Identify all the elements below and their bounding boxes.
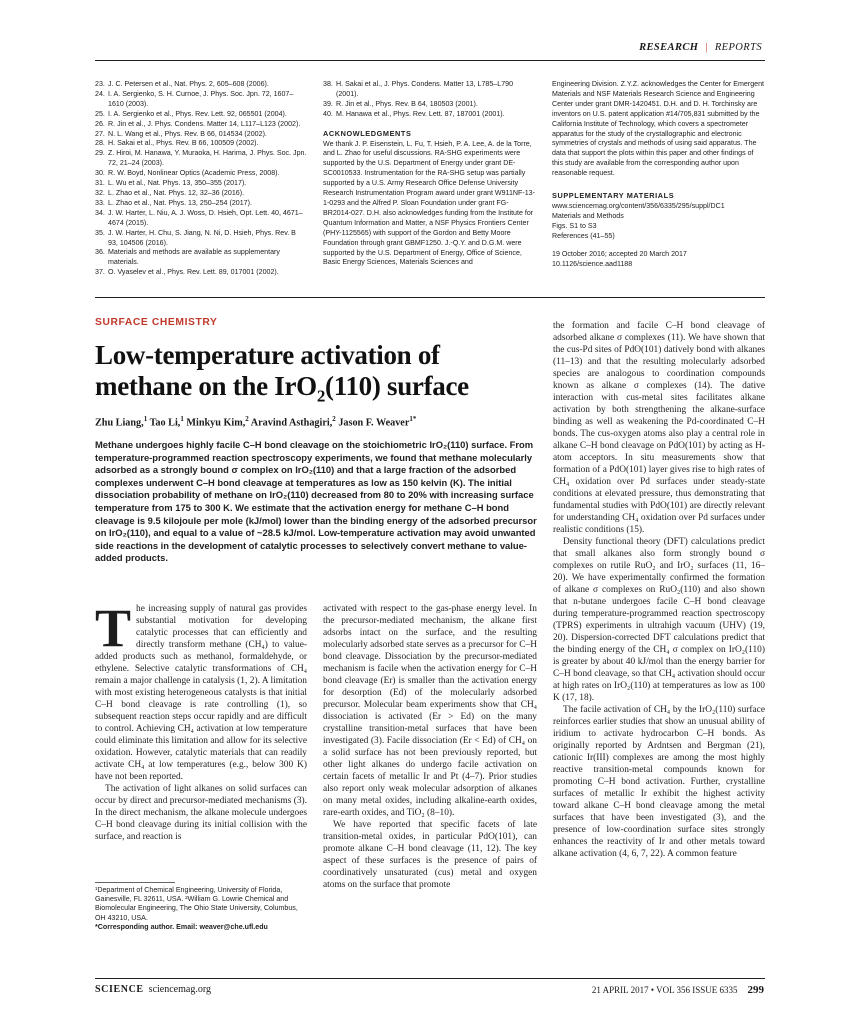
- reference-item: [95, 120, 307, 130]
- reference-item: [95, 80, 307, 90]
- section-label: RESEARCH: [639, 42, 699, 53]
- author-affiliation-mark: 1: [180, 415, 184, 423]
- affiliations-footnote: [95, 886, 307, 932]
- title-line-1: Low-temperature activation of: [95, 340, 440, 370]
- acknowledgments-text-cont: Engineering Division. Z.Y.Z. acknowledges the Center for Emergent Materials and NSF Materials Research Science and Engineering Center under grant DMR-1420451. D.H. and D. H. Torchinsky are inventors on U.S. patent application #14/705,831 submitted by the California Institute of Technology, which covers a spectrometer apparatus for the study of the crystallographic and electronic symmetries of crystals and methods of using said apparatus. The data that support the plots within this paper and other findings of this study are available from the corresponding author upon reasonable request.: [552, 80, 765, 178]
- reference-number: 38.: [323, 80, 333, 88]
- author-affiliation-mark: 1: [143, 415, 148, 423]
- reference-text: Z. Hiroi, M. Hanawa, Y. Muraoka, H. Harima, J. Phys. Soc. Jpn. 72, 21–24 (2003).: [108, 149, 307, 168]
- author-affiliation-mark: 2: [245, 415, 249, 423]
- reference-item: [95, 139, 307, 149]
- running-header: [639, 42, 762, 53]
- reference-item: [323, 80, 535, 100]
- reference-item: [95, 189, 307, 199]
- reference-text: R. W. Boyd, Nonlinear Optics (Academic Press, 2008).: [108, 169, 280, 178]
- reference-number: 26.: [95, 119, 105, 128]
- doi[interactable]: 10.1126/science.aad1188: [552, 259, 633, 268]
- reference-number: 35.: [95, 228, 105, 237]
- reference-text: N. L. Wang et al., Phys. Rev. B 66, 014534 (2002).: [108, 129, 267, 138]
- body-paragraph: The activation of light alkanes on solid surfaces can occur by direct and precursor-mediated mechanisms (3). In the direct mechanism, the alkane molecule undergoes C–H bond cleavage during its initial collision with the surface, and reaction is: [95, 784, 307, 842]
- reference-number: 24.: [95, 89, 105, 98]
- reference-number: 25.: [95, 109, 105, 118]
- reference-number: 31.: [95, 179, 105, 188]
- reference-text: J. W. Harter, H. Chu, S. Jiang, N. Ni, D. Hsieh, Phys. Rev. B 93, 104506 (2016).: [108, 228, 296, 247]
- reference-text: L. Wu et al., Nat. Phys. 13, 350–355 (2017).: [108, 179, 247, 188]
- body-paragraph: We have reported that specific facets of late transition-metal oxides, in particular PdO(101), can promote alkane C–H bond cleavage (11, 12). The key aspect of these surfaces is the presence of pairs of coordinatively unsaturated (cus) metal and oxygen atoms on the surface that promote: [323, 820, 537, 890]
- reference-number: 32.: [95, 188, 105, 197]
- reference-number: 39.: [323, 99, 333, 108]
- body-column-2: [323, 603, 537, 891]
- author-affiliation-mark: 1*: [409, 415, 417, 423]
- drop-cap: T: [95, 598, 132, 658]
- reference-item: [95, 149, 307, 169]
- header-rule: [95, 60, 765, 61]
- corresponding-author[interactable]: *Corresponding author. Email: weaver@che.ufl.edu: [95, 922, 268, 931]
- subsection-label: REPORTS: [714, 42, 762, 53]
- reference-number: 27.: [95, 129, 105, 138]
- author-list: [95, 415, 535, 428]
- reference-text: L. Zhao et al., Nat. Phys. 13, 250–254 (2017).: [108, 198, 252, 207]
- reference-item: [95, 90, 307, 110]
- reference-text: H. Sakai et al., Phys. Rev. B 66, 100509 (2002).: [108, 139, 259, 148]
- supplementary-line: References (41–55): [552, 231, 615, 240]
- author-name: Tao Li,: [149, 417, 181, 429]
- supplementary-url[interactable]: www.sciencemag.org/content/356/6335/295/suppl/DC1: [552, 201, 725, 210]
- author-name: Aravind Asthagiri,: [250, 417, 333, 429]
- reference-text: J. W. Harter, L. Niu, A. J. Woss, D. Hsieh, Opt. Lett. 40, 4671–4674 (2015).: [108, 208, 303, 227]
- body-column-1: [95, 598, 307, 843]
- footer-rule: [95, 978, 765, 979]
- author-name: Zhu Liang,: [95, 417, 144, 429]
- article-title: [95, 340, 535, 411]
- acknowledgments-text: We thank J. P. Eisenstein, L. Fu, T. Hsieh, P. A. Lee, A. de la Torre, and L. Zhao for useful discussions. RA-SHG experiments were supported by the U.S. Department of Energy under grant DE-SC0010533. Instrumentation for the RA-SHG setup was partially supported by a U.S. Army Research Office Defense University Research Instrumentation Program award under grant W911NF-13-1-0293 and the Alfred P. Sloan Foundation under grant FG-BR2014-027. D.H. also acknowledges funding from the Institute for Quantum Information and Matter, a NSF Physics Frontiers Center (PHY-1125565) with support of the Gordon and Betty Moore Foundation through grant GBMF1250. J.-Q.Y. and D.G.M. were supported by the U.S. Department of Energy, Office of Science, Basic Energy Sciences, Materials Sciences and: [323, 139, 535, 267]
- reference-text: I. A. Sergienko, S. H. Curnoe, J. Phys. Soc. Jpn. 72, 1607–1610 (2003).: [108, 89, 294, 108]
- supplementary-line: Materials and Methods: [552, 211, 624, 220]
- reference-item: [95, 199, 307, 209]
- reference-number: 34.: [95, 208, 105, 217]
- references-column-2: [323, 80, 535, 268]
- journal-site[interactable]: sciencemag.org: [148, 984, 211, 995]
- journal-name: SCIENCE: [95, 984, 144, 995]
- reference-number: 29.: [95, 149, 105, 158]
- acknowledgments-heading: ACKNOWLEDGMENTS: [323, 128, 412, 138]
- supplementary-heading: SUPPLEMENTARY MATERIALS: [552, 191, 675, 201]
- abstract: Methane undergoes highly facile C–H bond cleavage on the stoichiometric IrO₂(110) surface. From temperature-programmed reaction spectroscopy experiments, we found that methane molecularly adsorbed as a strongly bound σ complex on IrO₂(110) and that a large fraction of the adsorbed complexes underwent C–H bond cleavage at temperatures as low as 150 kelvin (K). The initial dissociation probability of methane on IrO₂(110) decreased from 80 to 20% with increasing surface temperature from 175 to 300 K. We estimate that the activation energy for methane C–H bond cleavage is 9.5 kilojoule per mole (kJ/mol) lower than the binding energy of the adsorbed precursor on IrO₂(110), and equal to a value of ~28.5 kJ/mol. Low-temperature activation may avoid unwanted side reactions in the development of catalytic processes to selectively convert methane to value-added products.: [95, 439, 537, 564]
- reference-number: 28.: [95, 139, 105, 148]
- reference-text: H. Sakai et al., J. Phys. Condens. Matter 13, L785–L790 (2001).: [336, 80, 514, 98]
- affiliations: ¹Department of Chemical Engineering, University of Florida, Gainesville, FL 32611, USA. ²William G. Lowrie Chemical and Biomolecular Engineering, The Ohio State University, Columbus, OH 43210, USA.: [95, 886, 298, 922]
- reference-item: [95, 179, 307, 189]
- reference-number: 30.: [95, 169, 105, 178]
- footer-journal: [95, 984, 211, 995]
- author-name: Minkyu Kim,: [186, 417, 246, 429]
- reference-text: R. Jin et al., Phys. Rev. B 64, 180503 (2001).: [336, 99, 478, 108]
- footnote-rule: [95, 882, 175, 883]
- supplementary-line: Figs. S1 to S3: [552, 221, 597, 230]
- reference-item: [323, 110, 535, 120]
- reference-item: [95, 248, 307, 268]
- reference-item: [323, 100, 535, 110]
- reference-item: [95, 268, 307, 278]
- references-column-1: [95, 80, 307, 278]
- reference-item: [95, 110, 307, 120]
- body-column-3: [553, 320, 765, 860]
- references-column-3: [552, 80, 766, 269]
- reference-text: M. Hanawa et al., Phys. Rev. Lett. 87, 187001 (2001).: [336, 109, 505, 118]
- reference-item: [95, 229, 307, 249]
- body-paragraph: activated with respect to the gas-phase energy level. In the precursor-mediated mechanism, the alkane first adsorbs intact on the surface, and the resulting molecularly adsorbed state serves as a precursor for C–H bond cleavage. Dissociation by the precursor-mediated mechanism is facile when the activation energy for C–H bond cleavage (Er) is smaller than the activation energy for desorption (Ed) of the molecularly adsorbed precursor. Molecular beam experiments show that CH₄ dissociation is activated (Er > Ed) on the many crystalline transition-metal surfaces that have been investigated (3). Facile dissociation (Er < Ed) of CH₄ on a solid surface has not been previously reported, but other light alkanes do undergo facile activation on certain facets of metallic Ir and Pt (4–7). Prior studies also report only weak molecular adsorption of alkanes on many metal oxides, including alkaline-earth oxides, rare-earth oxides, and TiO₂ (8–10).: [323, 604, 537, 818]
- reference-number: 23.: [95, 80, 105, 88]
- footer-issue: [592, 984, 764, 996]
- reference-item: [95, 169, 307, 179]
- reference-number: 37.: [95, 268, 105, 277]
- page-number: 299: [747, 984, 764, 996]
- reference-text: L. Zhao et al., Nat. Phys. 12, 32–36 (2016).: [108, 188, 245, 197]
- reference-number: 40.: [323, 109, 333, 118]
- issue-info: 21 APRIL 2017 • VOL 356 ISSUE 6335: [591, 985, 738, 995]
- author-affiliation-mark: 2: [332, 415, 336, 423]
- header-separator: |: [705, 42, 708, 53]
- reference-text: I. A. Sergienko et al., Phys. Rev. Lett. 92, 065501 (2004).: [108, 109, 287, 118]
- received-dates: 19 October 2016; accepted 20 March 2017: [552, 249, 687, 258]
- body-paragraph: the formation and facile C–H bond cleavage of adsorbed alkane σ complexes (11). We have shown that the cus-Pd sites of PdO(101) datively bond with alkanes (11–13) and that the resulting molecularly adsorbed species are analogous to coordination compounds known as alkane σ complexes (14). The dative interaction with cus-metal sites facilitates alkane activation by both strengthening the alkane-surface binding as well as weakening the Pd-coordinated C–H bonds. The cus-oxygen atoms also play a central role in alkane C–H bond cleavage on PdO(101) by acting as H-atom acceptors. In situ measurements show that formation of a PdO(101) layer gives rise to high rates of CH₄ oxidation over Pd surfaces under steady-state conditions at elevated pressure, thus demonstrating that fundamental studies with PdO(101) are directly relevant for understanding CH₄ oxidation over Pd surfaces under realistic conditions (15).: [553, 321, 765, 535]
- reference-item: [95, 130, 307, 140]
- author-name: Jason F. Weaver: [338, 417, 410, 429]
- title-line-2: methane on the IrO$_2$(110) surface: [95, 371, 469, 406]
- reference-item: [95, 209, 307, 229]
- reference-text: R. Jin et al., J. Phys. Condens. Matter 14, L117–L123 (2002).: [108, 119, 301, 128]
- body-paragraph: Density functional theory (DFT) calculations predict that small alkanes also form strongly bound σ complexes on rutile RuO₂ and IrO₂ surfaces (11, 16–20). We have experimentally confirmed the formation of alkane σ complexes on RuO₂(110) and also shown that n-butane undergoes facile C–H bond cleavage during temperature-programmed reaction spectroscopy (TPRS) experiments in ultrahigh vacuum (UHV) (19, 20). Dispersion-corrected DFT calculations predict that the binding energy of the CH₄ σ complex on IrO₂(110) is greater by about 40 kJ/mol than the energy barrier for C–H bond cleavage, so that CH₄ activation should occur at high rates on IrO₂(110) at temperatures as low as 100 K (17, 18).: [553, 537, 765, 703]
- article-kicker: SURFACE CHEMISTRY: [95, 317, 218, 328]
- body-paragraph: The increasing supply of natural gas provides substantial motivation for developing catalytic processes that can efficiently and directly transform methane (CH₄) to value-added products such as methanol, formaldehyde, or ethylene. Selective catalytic transformations of CH₄ remain a major challenge in catalysis (1, 2). A limitation with most existing heterogeneous catalysts is that initial C–H bond cleavage is rate controlling (1), so subsequent reaction steps occur rapidly and are difficult to control. Achieving CH₄ activation at low temperature could eliminate this limitation and allow for its selective oxidation. However, catalytic materials that can readily activate CH₄ at low temperatures (e.g., below 300 K) have not been reported.: [95, 598, 307, 782]
- reference-text: Materials and methods are available as supplementary materials.: [108, 248, 280, 267]
- reference-text: O. Vyaselev et al., Phys. Rev. Lett. 89, 017001 (2002).: [108, 268, 279, 277]
- reference-number: 33.: [95, 198, 105, 207]
- reference-number: 36.: [95, 248, 105, 257]
- body-paragraph: The facile activation of CH₄ by the IrO₂(110) surface reinforces earlier studies that show an unusual ability of iridium to activate hydrocarbon C–H bonds. As originally reported by Ardntsen and Bergman (21), cationic Ir(III) complexes are among the most highly reactive transition-metal compounds known for promoting C–H bond activation. Further, crystalline surfaces of metallic Ir exhibit the highest activity toward alkane C–H bond cleavage among the metal surfaces that have been investigated (3), and the presence of low-coordination surface sites strongly enhances the reactivity of Ir and other metals toward alkane activation (4, 6, 7, 22). A common feature: [553, 705, 765, 859]
- section-rule: [95, 297, 765, 298]
- reference-text: J. C. Petersen et al., Nat. Phys. 2, 605–608 (2006).: [108, 80, 269, 88]
